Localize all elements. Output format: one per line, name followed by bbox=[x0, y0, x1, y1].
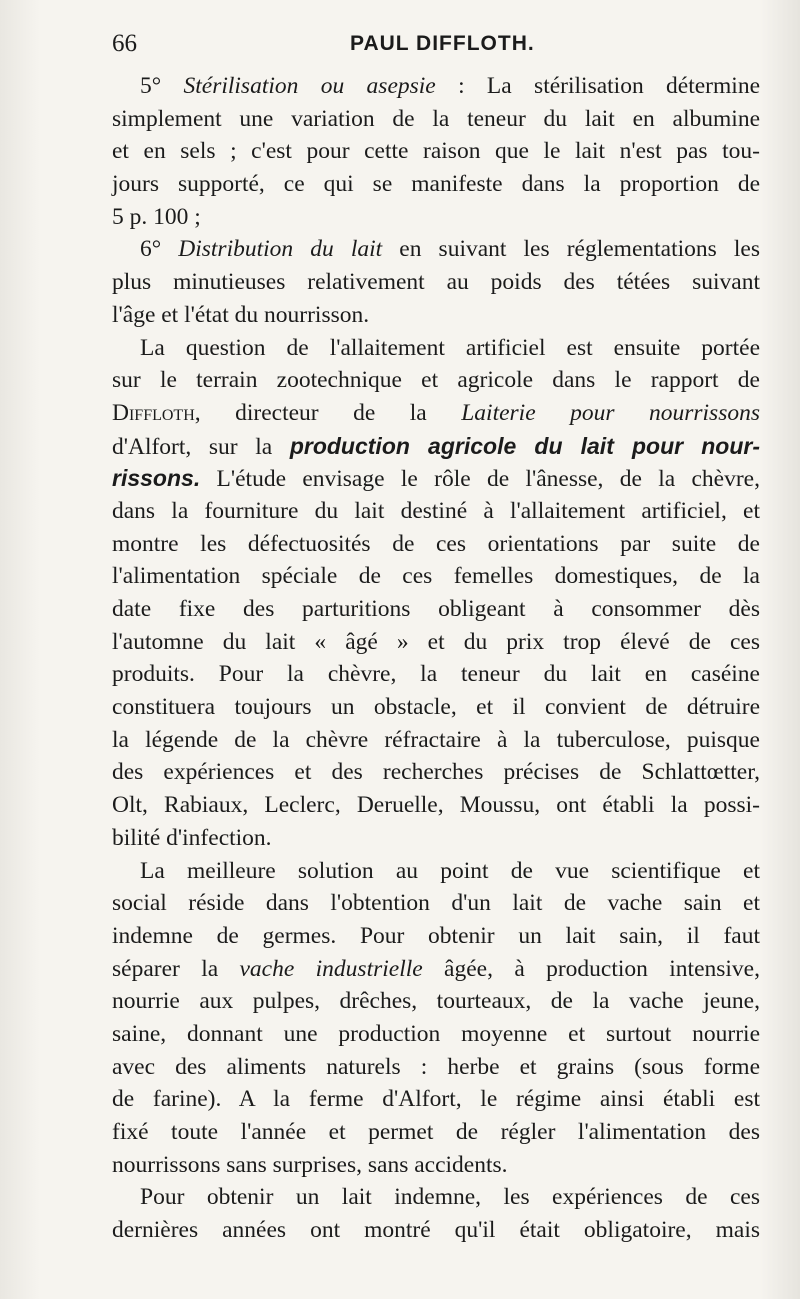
text-line bbox=[112, 691, 760, 724]
text-run-ital: Laiterie pour nourrissons bbox=[461, 399, 760, 426]
text-line bbox=[112, 168, 760, 201]
text-line bbox=[112, 756, 760, 789]
text-line bbox=[112, 1051, 760, 1084]
text-line bbox=[112, 855, 760, 888]
text-run-sc: Diffloth bbox=[112, 399, 195, 426]
text-run: constituera toujours un obstacle, et il convient de détruire bbox=[112, 694, 760, 721]
text-line bbox=[112, 724, 760, 757]
text-run: dans la fourniture du lait destiné à l'allaitement artificiel, et bbox=[112, 497, 760, 524]
text-run: fixé toute l'année et permet de régler l'alimentation des bbox=[112, 1119, 760, 1145]
text-line bbox=[112, 1116, 760, 1149]
text-line bbox=[112, 430, 760, 463]
text-line bbox=[112, 920, 760, 953]
text-run: , directeur de la bbox=[194, 399, 462, 426]
text-line bbox=[112, 985, 760, 1018]
page-header bbox=[112, 30, 752, 66]
text-run-bold-sans: production agricole du lait pour nour- bbox=[289, 432, 760, 459]
text-line bbox=[112, 1214, 760, 1247]
text-line bbox=[112, 397, 760, 430]
text-run: 6° bbox=[140, 236, 179, 263]
text-line bbox=[112, 1018, 760, 1051]
text-run: d'Alfort, sur la bbox=[112, 433, 290, 460]
text-run: social réside dans l'obtention d'un lait de vache sain et bbox=[112, 890, 760, 917]
text-line bbox=[112, 822, 760, 855]
text-run: âgée, à production intensive, bbox=[422, 955, 760, 982]
text-run: l'âge et l'état du nourrisson. bbox=[112, 301, 370, 328]
text-run: l'automne du lait « âgé » et du prix trop élevé de ces bbox=[112, 628, 760, 655]
text-line bbox=[112, 135, 760, 168]
text-line bbox=[112, 266, 760, 299]
text-line bbox=[112, 364, 760, 397]
text-run: sur le terrain zootechnique et agricole dans le rapport de bbox=[112, 367, 760, 394]
text-run: montre les défectuosités de ces orientations par suite de bbox=[112, 530, 760, 557]
text-run: des expériences et des recherches précises de Schlattœtter, bbox=[112, 759, 760, 786]
text-run: simplement une variation de la teneur du lait en albumine bbox=[112, 105, 760, 132]
text-line bbox=[112, 1083, 760, 1116]
text-run: en suivant les réglementations les bbox=[382, 236, 760, 263]
text-line bbox=[112, 233, 760, 266]
text-line bbox=[112, 462, 760, 495]
text-run-ital: vache industrielle bbox=[239, 955, 423, 982]
text-line bbox=[112, 789, 760, 822]
text-line bbox=[112, 70, 760, 103]
text-run: date fixe des parturitions obligeant à consommer dès bbox=[112, 596, 760, 622]
text-line bbox=[112, 1181, 760, 1214]
running-head: PAUL DIFFLOTH. bbox=[350, 32, 535, 55]
text-run: avec des aliments naturels : herbe et grains (sous forme bbox=[112, 1053, 760, 1080]
text-line bbox=[112, 658, 760, 691]
text-run-bold-sans: rissons. bbox=[112, 465, 201, 492]
text-line bbox=[112, 332, 760, 365]
text-run: La question de l'allaitement artificiel est ensuite portée bbox=[140, 334, 760, 361]
text-line bbox=[112, 528, 760, 561]
text-line bbox=[112, 495, 760, 528]
text-run: Pour obtenir un lait indemne, les expériences de ces bbox=[140, 1184, 760, 1211]
text-run: L'étude envisage le rôle de l'ânesse, de la chèvre, bbox=[200, 466, 760, 493]
text-run: produits. Pour la chèvre, la teneur du lait en caséine bbox=[112, 661, 760, 688]
text-run: et en sels ; c'est pour cette raison que le lait n'est pas tou- bbox=[112, 138, 760, 165]
text-run: de farine). A la ferme d'Alfort, le régime ainsi établi est bbox=[112, 1086, 760, 1113]
text-run-ital: Stérilisation ou asepsie bbox=[183, 73, 436, 99]
text-line bbox=[112, 953, 760, 986]
text-run: nourrissons sans surprises, sans accidents. bbox=[112, 1151, 508, 1178]
text-run: plus minutieuses relativement au poids des tétées suivant bbox=[112, 269, 760, 296]
text-run-ital: Distribution du lait bbox=[178, 236, 383, 263]
text-line bbox=[112, 103, 760, 136]
text-run: l'alimentation spéciale de ces femelles domestiques, de la bbox=[112, 563, 760, 590]
text-run: 5° bbox=[140, 73, 184, 99]
body-text bbox=[112, 70, 760, 1247]
text-run: jours supporté, ce qui se manifeste dans la proportion de bbox=[112, 171, 760, 198]
text-line bbox=[112, 887, 760, 920]
text-run: bilité d'infection. bbox=[112, 824, 272, 851]
page-number: 66 bbox=[112, 30, 137, 57]
text-line bbox=[112, 299, 760, 332]
text-line bbox=[112, 1149, 760, 1182]
text-run: dernières années ont montré qu'il était obligatoire, mais bbox=[112, 1217, 760, 1244]
text-line bbox=[112, 593, 760, 626]
text-run: indemne de germes. Pour obtenir un lait sain, il faut bbox=[112, 922, 760, 949]
text-run: saine, donnant une production moyenne et surtout nourrie bbox=[112, 1020, 760, 1047]
text-run: nourrie aux pulpes, drêches, tourteaux, de la vache jeune, bbox=[112, 988, 760, 1015]
text-run: : La stérilisation détermine bbox=[435, 73, 760, 99]
text-run: séparer la bbox=[112, 955, 240, 982]
text-run: La meilleure solution au point de vue scientifique et bbox=[140, 857, 760, 884]
text-line bbox=[112, 626, 760, 659]
text-run: Olt, Rabiaux, Leclerc, Deruelle, Moussu, ont établi la possi- bbox=[112, 792, 760, 819]
text-line bbox=[112, 560, 760, 593]
text-line bbox=[112, 201, 760, 234]
text-run: 5 p. 100 ; bbox=[112, 203, 201, 230]
text-run: la légende de la chèvre réfractaire à la tuberculose, puisque bbox=[112, 726, 760, 753]
